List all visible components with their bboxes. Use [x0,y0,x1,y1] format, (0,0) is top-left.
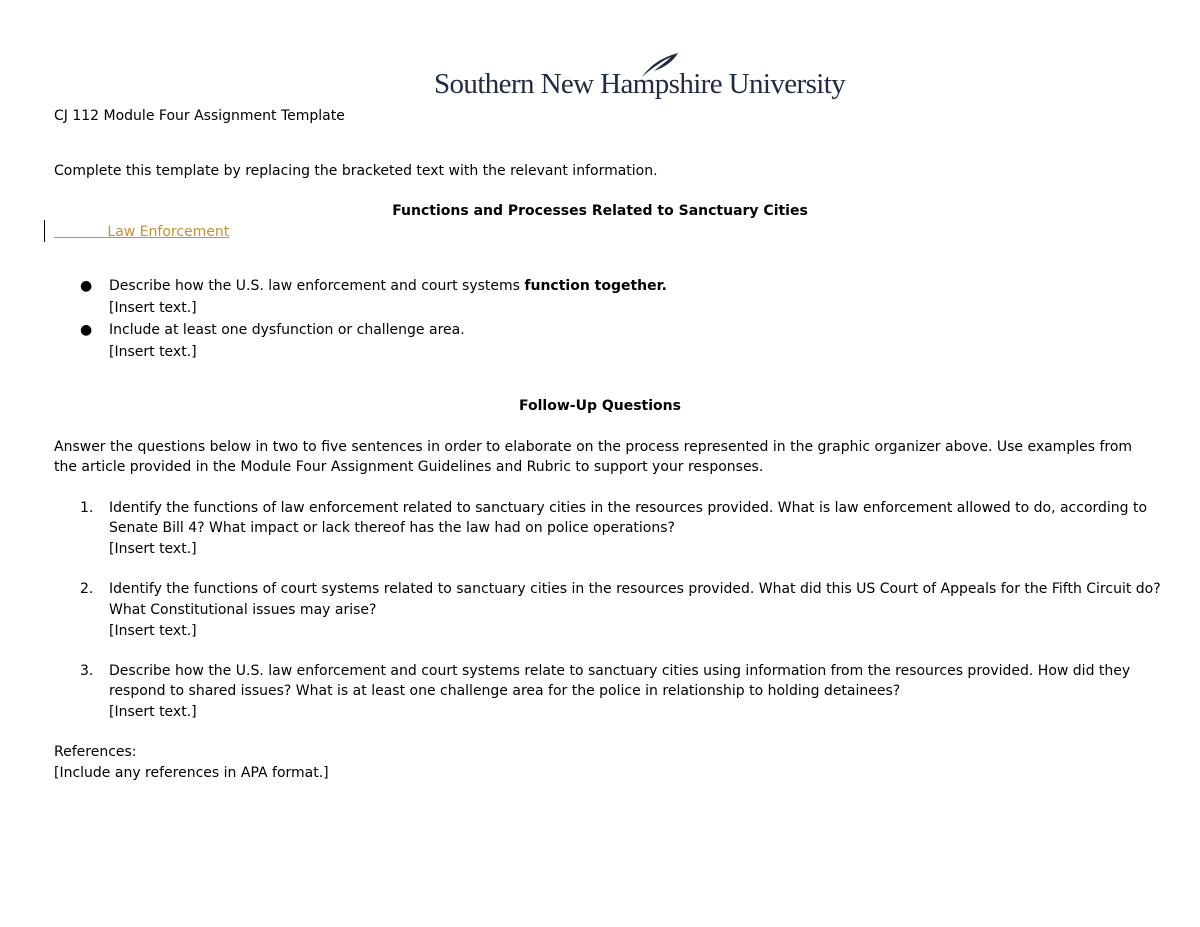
question-3-placeholder[interactable]: [Insert text.] [109,704,197,720]
question-2-line-1: Identify the functions of court systems related to sanctuary cities in the resources provided. What did this US Court of Appeals for the Fifth Circuit do? [109,581,1161,597]
follow-up-intro: Answer the questions below in two to five sentences in order to elaborate on the process represented in the graphic organizer above. Use examples from the article provided in the Module Four Assignment Guidelines and Rubric to support your responses. [54,439,1133,475]
text-cursor [44,220,45,242]
question-2-placeholder[interactable]: [Insert text.] [109,623,197,639]
bullet-1-period: . [661,278,667,294]
question-2-line-2: What Constitutional issues may arise? [109,602,377,618]
university-logo [434,52,846,104]
section-heading-functions: Functions and Processes Related to Sanctuary Cities [392,203,808,219]
references-label: References: [54,744,137,760]
question-1-number: 1. [80,500,94,516]
bullet-1-bold: function together [524,278,662,294]
university-name: Southern New Hampshire University [434,68,846,100]
bullet-dot-icon: ● [80,322,93,338]
bullet-1-placeholder[interactable]: [Insert text.] [109,300,197,316]
question-2-number: 2. [80,581,94,597]
section-heading-follow-up: Follow-Up Questions [519,398,681,414]
question-1-line-1: Identify the functions of law enforcement related to sanctuary cities in the resources provided. What is law enforcement allowed to do, according to [109,500,1148,516]
bullet-item-2: Include at least one dysfunction or challenge area. [109,322,465,338]
question-3-line-1: Describe how the U.S. law enforcement and court systems relate to sanctuary cities using information from the resources provided. How did they [109,663,1131,679]
question-1-placeholder[interactable]: [Insert text.] [109,541,197,557]
question-3-number: 3. [80,663,94,679]
bullet-1-text: Describe how the U.S. law enforcement and court systems [109,278,525,294]
bullet-item-1 [109,276,667,296]
references-placeholder[interactable]: [Include any references in APA format.] [54,765,329,781]
question-3-line-2: respond to shared issues? What is at least one challenge area for the police in relationship to holding detainees? [109,683,901,699]
bullet-dot-icon: ● [80,278,93,294]
instructions-text: Complete this template by replacing the bracketed text with the relevant information. [54,163,658,179]
question-1-line-2: Senate Bill 4? What impact or lack thereof has the law had on police operations? [109,520,675,536]
bullet-2-placeholder[interactable]: [Insert text.] [109,344,197,360]
law-enforcement-link[interactable]: Law Enforcement [54,224,230,240]
course-title: CJ 112 Module Four Assignment Template [54,108,345,124]
